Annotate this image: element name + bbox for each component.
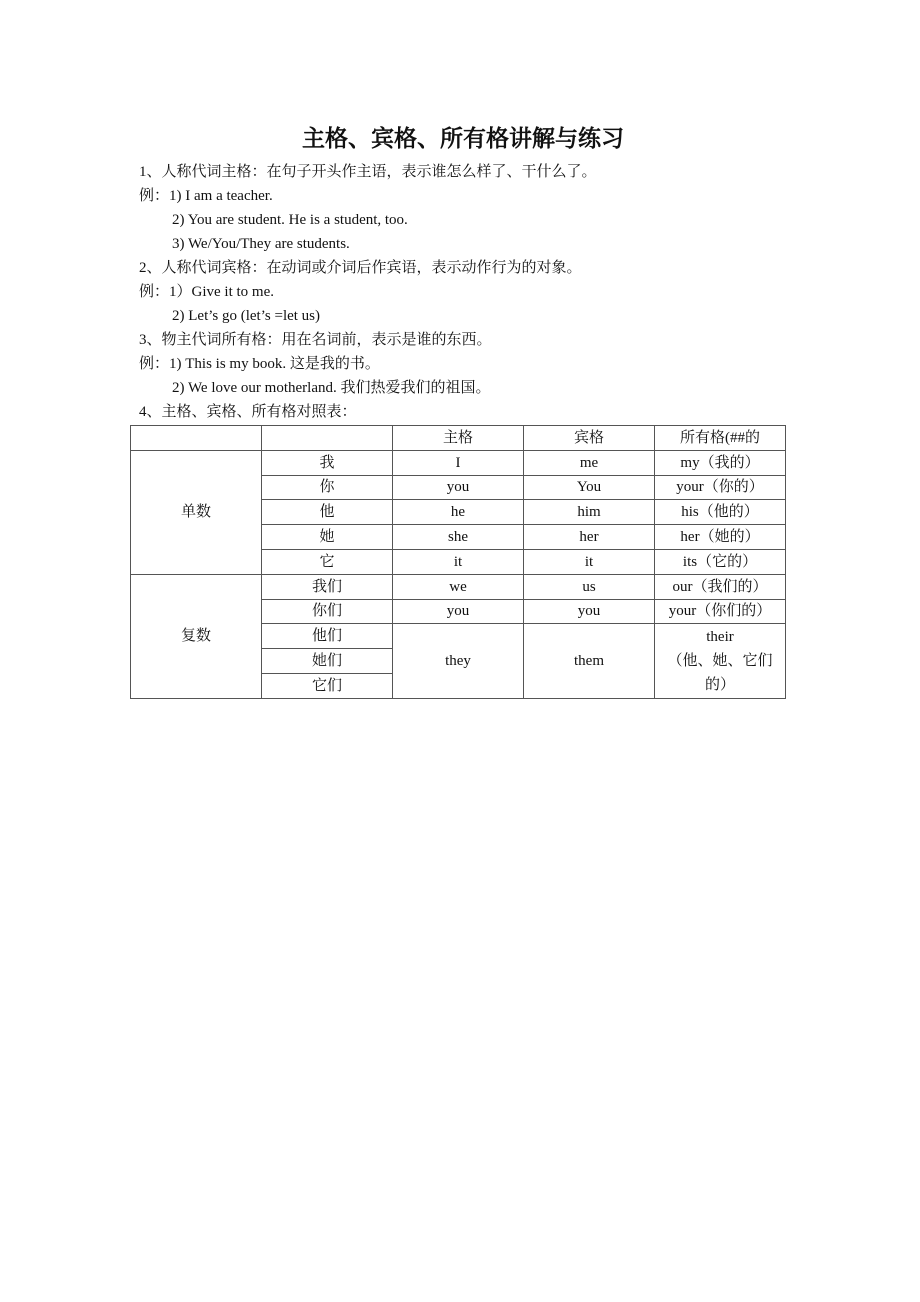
table-cell: you — [393, 475, 524, 500]
table-cell: your（你的） — [655, 475, 786, 500]
example-line: 例：1) This is my book. 这是我的书。 — [139, 356, 380, 372]
table-cell: it — [524, 549, 655, 574]
header-cell: 主格 — [393, 426, 524, 451]
table-cell: you — [524, 599, 655, 624]
table-cell: 她 — [262, 525, 393, 550]
table-cell: our（我们的） — [655, 574, 786, 599]
table-cell: 它 — [262, 549, 393, 574]
table-header-row — [131, 426, 786, 451]
table-row — [131, 450, 786, 475]
table-cell: you — [393, 599, 524, 624]
table-cell: its（它的） — [655, 549, 786, 574]
table-cell: them — [524, 624, 655, 698]
table-cell-possessive — [655, 624, 786, 698]
table-cell: 我 — [262, 450, 393, 475]
header-cell: 所有格(##的 — [655, 426, 786, 451]
page-title: 主格、宾格、所有格讲解与练习 — [302, 126, 624, 151]
header-cell — [262, 426, 393, 451]
possessive-line: （他、她、它们 — [667, 653, 773, 670]
table-cell: her — [524, 525, 655, 550]
table-cell: 他们 — [262, 624, 393, 649]
table-cell: he — [393, 500, 524, 525]
section-3-heading: 3、物主代词所有格：用在名词前，表示是谁的东西。 — [139, 332, 492, 348]
table-cell: I — [393, 450, 524, 475]
example-line: 2) Let’s go (let’s =let us) — [172, 308, 321, 324]
example-line: 3) We/You/They are students. — [172, 236, 350, 252]
table-cell: 我们 — [262, 574, 393, 599]
pronoun-table — [130, 425, 786, 699]
table-cell: they — [393, 624, 524, 698]
table-cell: it — [393, 549, 524, 574]
singular-label: 单数 — [131, 450, 262, 574]
table-row — [131, 574, 786, 599]
table-cell: she — [393, 525, 524, 550]
possessive-line: 的） — [704, 677, 735, 694]
table-cell: us — [524, 574, 655, 599]
table-cell: him — [524, 500, 655, 525]
table-cell: me — [524, 450, 655, 475]
example-line: 例：1) I am a teacher. — [139, 188, 273, 204]
table-cell: my（我的） — [655, 450, 786, 475]
table-cell: You — [524, 475, 655, 500]
possessive-line: their — [706, 629, 734, 646]
table-cell: 你 — [262, 475, 393, 500]
table-cell: your（你们的） — [655, 599, 786, 624]
table-cell: we — [393, 574, 524, 599]
section-2-heading: 2、人称代词宾格：在动词或介词后作宾语，表示动作行为的对象。 — [139, 260, 582, 276]
plural-label: 复数 — [131, 574, 262, 698]
example-line: 2) You are student. He is a student, too. — [172, 212, 408, 228]
example-line: 2) We love our motherland. 我们热爱我们的祖国。 — [172, 380, 491, 396]
example-line: 例：1）Give it to me. — [139, 284, 274, 300]
table-cell: 它们 — [262, 673, 393, 698]
header-cell: 宾格 — [524, 426, 655, 451]
table-cell: 你们 — [262, 599, 393, 624]
table-cell: her（她的） — [655, 525, 786, 550]
section-1-heading: 1、人称代词主格：在句子开头作主语，表示谁怎么样了、干什么了。 — [139, 164, 597, 180]
table-cell: his（他的） — [655, 500, 786, 525]
table-cell: 她们 — [262, 649, 393, 674]
header-cell — [131, 426, 262, 451]
table-cell: 他 — [262, 500, 393, 525]
section-4-heading: 4、主格、宾格、所有格对照表： — [139, 404, 357, 420]
